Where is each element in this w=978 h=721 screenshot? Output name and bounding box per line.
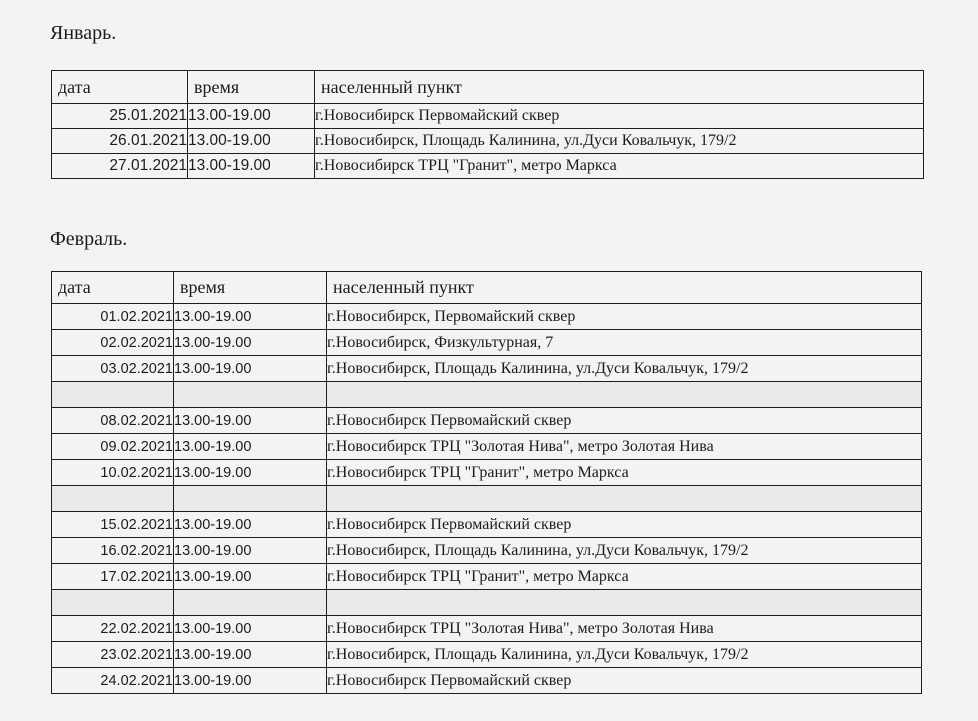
table-row <box>52 564 922 590</box>
date-cell: 10.02.2021 <box>52 460 174 486</box>
table-row <box>52 434 922 460</box>
time-cell: 13.00-19.00 <box>174 642 327 668</box>
place-cell: г.Новосибирск Первомайский сквер <box>315 104 924 129</box>
date-cell: 01.02.2021 <box>52 304 174 330</box>
date-cell: 24.02.2021 <box>52 668 174 694</box>
empty-row <box>52 486 922 512</box>
time-cell: 13.00-19.00 <box>174 408 327 434</box>
place-cell: г.Новосибирск, Физкультурная, 7 <box>327 330 922 356</box>
february-title: Февраль. <box>50 228 128 250</box>
date-cell: 22.02.2021 <box>52 616 174 642</box>
table-header-row <box>52 272 922 304</box>
time-cell: 13.00-19.00 <box>174 616 327 642</box>
date-cell: 08.02.2021 <box>52 408 174 434</box>
table-header-row <box>52 71 924 104</box>
table-row <box>52 642 922 668</box>
table-row <box>52 668 922 694</box>
place-cell: г.Новосибирск Первомайский сквер <box>327 668 922 694</box>
table-row <box>52 356 922 382</box>
time-cell: 13.00-19.00 <box>188 129 315 154</box>
place-column-header: населенный пункт <box>327 272 922 304</box>
place-cell: г.Новосибирск, Площадь Калинина, ул.Дуси Ковальчук, 179/2 <box>327 642 922 668</box>
time-cell: 13.00-19.00 <box>174 356 327 382</box>
place-cell: г.Новосибирск ТРЦ "Гранит", метро Маркса <box>327 564 922 590</box>
time-column-header: время <box>188 71 315 104</box>
empty-row <box>52 382 922 408</box>
place-column-header: населенный пункт <box>315 71 924 104</box>
table-row <box>52 408 922 434</box>
table-row <box>52 512 922 538</box>
time-cell: 13.00-19.00 <box>188 154 315 179</box>
time-cell: 13.00-19.00 <box>174 564 327 590</box>
table-row <box>52 129 924 154</box>
date-cell: 23.02.2021 <box>52 642 174 668</box>
table-row <box>52 154 924 179</box>
table-row <box>52 616 922 642</box>
time-cell: 13.00-19.00 <box>174 330 327 356</box>
time-cell <box>174 590 327 616</box>
place-cell <box>327 590 922 616</box>
time-cell: 13.00-19.00 <box>174 434 327 460</box>
date-cell: 09.02.2021 <box>52 434 174 460</box>
table-row <box>52 538 922 564</box>
place-cell: г.Новосибирск, Площадь Калинина, ул.Дуси Ковальчук, 179/2 <box>327 538 922 564</box>
time-column-header: время <box>174 272 327 304</box>
place-cell: г.Новосибирск, Площадь Калинина, ул.Дуси Ковальчук, 179/2 <box>327 356 922 382</box>
empty-row <box>52 590 922 616</box>
time-cell: 13.00-19.00 <box>174 460 327 486</box>
time-cell <box>174 486 327 512</box>
time-cell: 13.00-19.00 <box>174 304 327 330</box>
date-cell <box>52 486 174 512</box>
date-cell <box>52 382 174 408</box>
place-cell <box>327 486 922 512</box>
place-cell <box>327 382 922 408</box>
february-schedule-table <box>51 271 922 694</box>
date-cell: 26.01.2021 <box>52 129 188 154</box>
table-row <box>52 304 922 330</box>
date-cell <box>52 590 174 616</box>
date-cell: 17.02.2021 <box>52 564 174 590</box>
date-cell: 27.01.2021 <box>52 154 188 179</box>
table-row <box>52 104 924 129</box>
time-cell: 13.00-19.00 <box>188 104 315 129</box>
place-cell: г.Новосибирск ТРЦ "Золотая Нива", метро Золотая Нива <box>327 616 922 642</box>
date-cell: 03.02.2021 <box>52 356 174 382</box>
time-cell: 13.00-19.00 <box>174 512 327 538</box>
time-cell: 13.00-19.00 <box>174 538 327 564</box>
place-cell: г.Новосибирск ТРЦ "Золотая Нива", метро Золотая Нива <box>327 434 922 460</box>
date-column-header: дата <box>52 272 174 304</box>
date-cell: 15.02.2021 <box>52 512 174 538</box>
place-cell: г.Новосибирск Первомайский сквер <box>327 512 922 538</box>
date-cell: 25.01.2021 <box>52 104 188 129</box>
place-cell: г.Новосибирск, Площадь Калинина, ул.Дуси Ковальчук, 179/2 <box>315 129 924 154</box>
time-cell: 13.00-19.00 <box>174 668 327 694</box>
place-cell: г.Новосибирск, Первомайский сквер <box>327 304 922 330</box>
date-column-header: дата <box>52 71 188 104</box>
date-cell: 02.02.2021 <box>52 330 174 356</box>
time-cell <box>174 382 327 408</box>
january-schedule-table <box>51 70 924 179</box>
place-cell: г.Новосибирск Первомайский сквер <box>327 408 922 434</box>
place-cell: г.Новосибирск ТРЦ "Гранит", метро Маркса <box>315 154 924 179</box>
table-row <box>52 460 922 486</box>
january-title: Январь. <box>50 22 117 44</box>
place-cell: г.Новосибирск ТРЦ "Гранит", метро Маркса <box>327 460 922 486</box>
table-row <box>52 330 922 356</box>
date-cell: 16.02.2021 <box>52 538 174 564</box>
